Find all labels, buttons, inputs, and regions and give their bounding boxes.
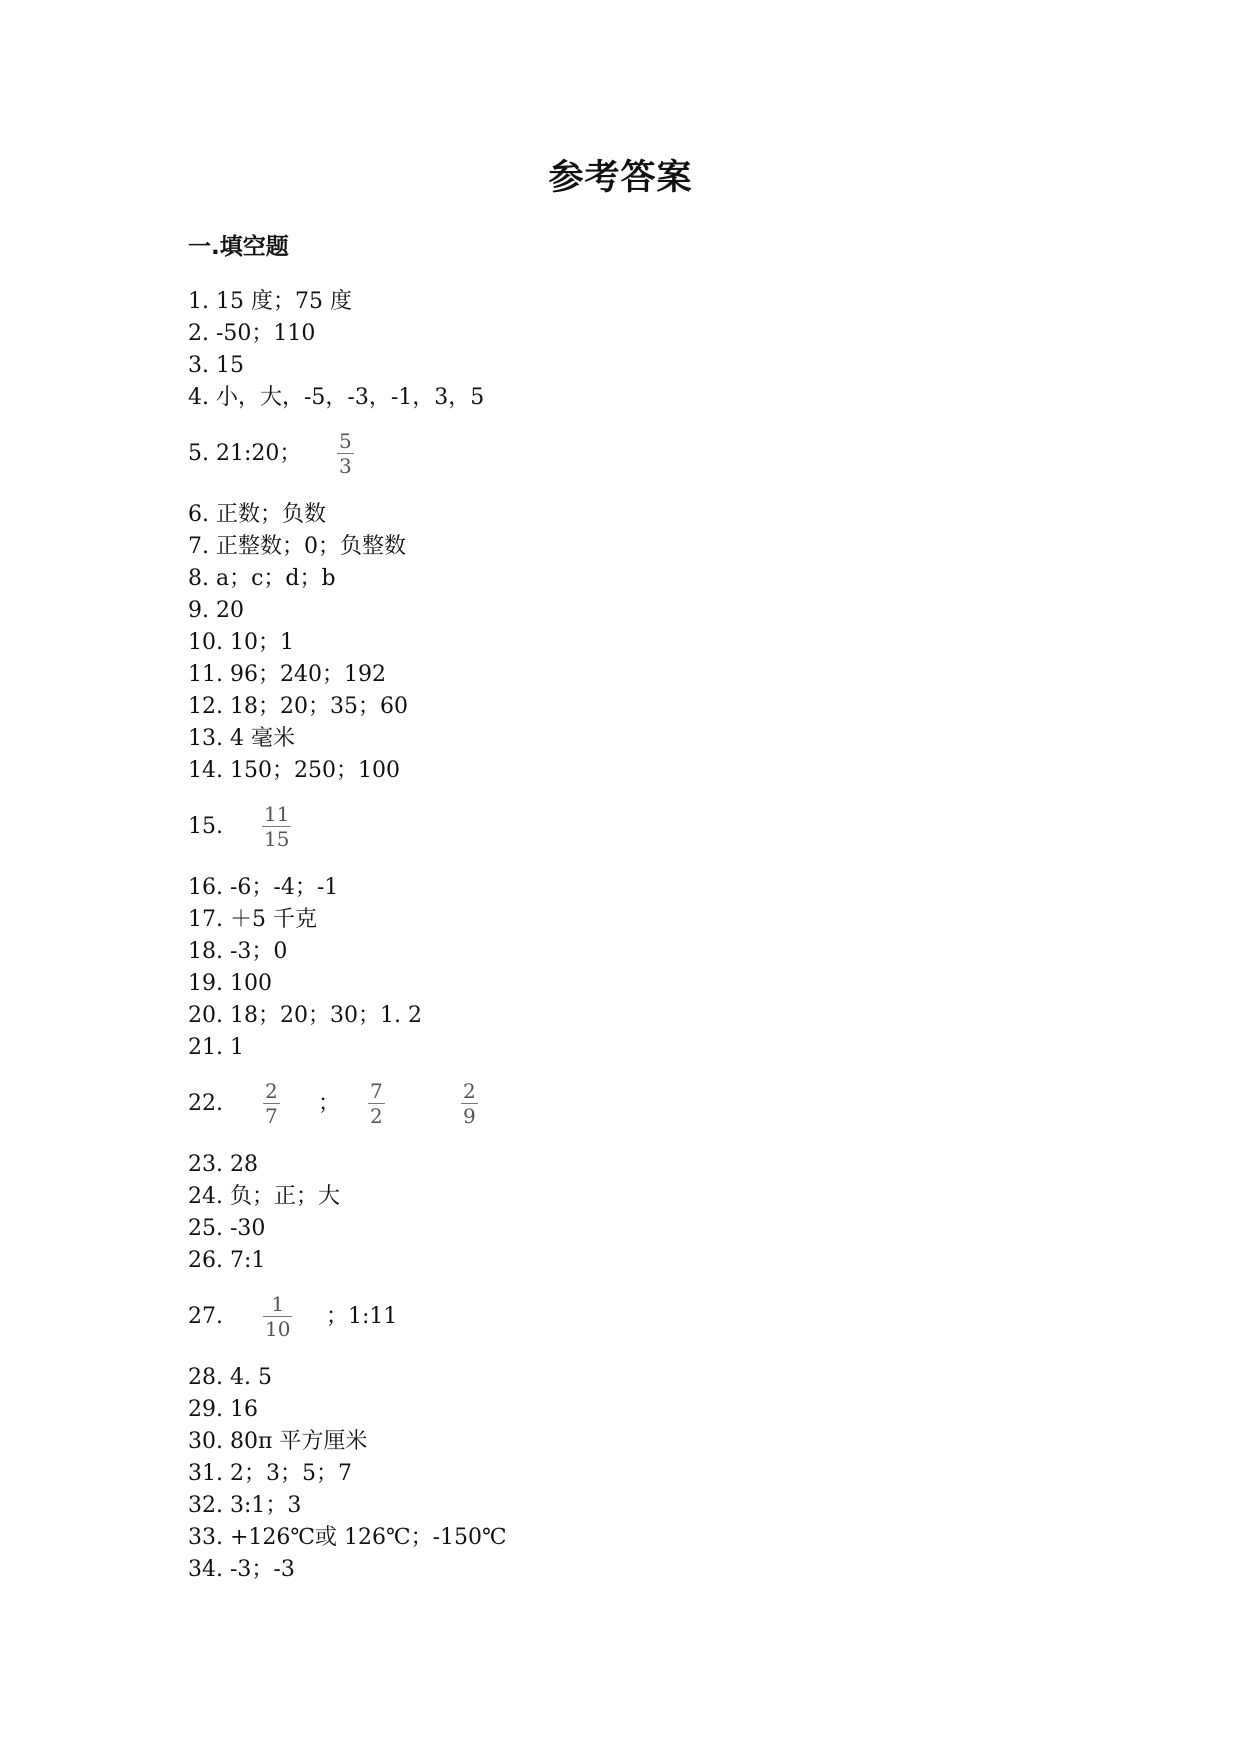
answer-12: 12. 18；20；35；60: [188, 694, 408, 719]
answer-24: 24. 负；正；大: [188, 1184, 340, 1209]
answer-16: 16. -6；-4；-1: [188, 875, 339, 900]
fraction-denominator: 3: [339, 454, 352, 478]
answer-26: 26. 7:1: [188, 1248, 266, 1273]
answer-27-tail: ；1:11: [326, 1304, 398, 1329]
answer-1: 1. 15 度；75 度: [188, 289, 352, 314]
answer-18: 18. -3；0: [188, 939, 288, 964]
fraction-denominator: 15: [264, 827, 290, 851]
answer-3: 3. 15: [188, 353, 244, 378]
answer-27: 27.: [188, 1304, 223, 1329]
answer-7: 7. 正整数；0；负整数: [188, 534, 406, 559]
answer-25: 25. -30: [188, 1216, 266, 1241]
answer-20: 20. 18；20；30；1. 2: [188, 1003, 422, 1028]
answer-13: 13. 4 毫米: [188, 726, 295, 751]
answer-22-fraction-1: [263, 1080, 280, 1127]
answer-22-separator: ；: [318, 1091, 341, 1116]
answer-6: 6. 正数；负数: [188, 502, 326, 527]
answer-2: 2. -50；110: [188, 321, 316, 346]
answer-28: 28. 4. 5: [188, 1365, 272, 1390]
answer-15-fraction: [262, 803, 291, 850]
answer-34: 34. -3；-3: [188, 1557, 295, 1582]
fraction-numerator: 2: [265, 1079, 278, 1103]
fraction-denominator: 10: [265, 1317, 291, 1341]
answer-27-fraction: [263, 1293, 292, 1340]
answer-5-fraction: [337, 430, 354, 477]
answer-10: 10. 10；1: [188, 630, 294, 655]
answer-21: 21. 1: [188, 1035, 244, 1060]
answer-9: 9. 20: [188, 598, 244, 623]
fraction-numerator: 5: [339, 429, 352, 453]
answer-22-fraction-2: [368, 1080, 385, 1127]
answer-8: 8. a；c；d；b: [188, 566, 336, 591]
fraction-numerator: 2: [463, 1079, 476, 1103]
fraction-numerator: 1: [271, 1292, 285, 1316]
section-heading: 一.填空题: [188, 234, 289, 260]
answer-22: 22.: [188, 1091, 223, 1116]
answer-19: 19. 100: [188, 971, 272, 996]
answer-30: 30. 80π 平方厘米: [188, 1429, 368, 1454]
answer-5: 5. 21:20；: [188, 441, 302, 466]
answer-23: 23. 28: [188, 1152, 258, 1177]
page-title: 参考答案: [548, 158, 693, 198]
answer-17: 17. ＋5 千克: [188, 907, 317, 932]
answer-4: 4. 小，大，-5，-3，-1，3，5: [188, 385, 485, 410]
answer-22-fraction-3: [461, 1080, 478, 1127]
fraction-denominator: 7: [265, 1104, 278, 1128]
fraction-denominator: 9: [463, 1104, 476, 1128]
fraction-numerator: 7: [370, 1079, 383, 1103]
answer-31: 31. 2；3；5；7: [188, 1461, 352, 1486]
answer-32: 32. 3:1；3: [188, 1493, 302, 1518]
answer-15: 15.: [188, 814, 223, 839]
answer-29: 29. 16: [188, 1397, 258, 1422]
answer-11: 11. 96；240；192: [188, 662, 386, 687]
fraction-numerator: 11: [264, 802, 290, 826]
answer-14: 14. 150；250；100: [188, 758, 400, 783]
fraction-denominator: 2: [370, 1104, 383, 1128]
answer-33: 33. +126℃或 126℃；-150℃: [188, 1525, 507, 1550]
